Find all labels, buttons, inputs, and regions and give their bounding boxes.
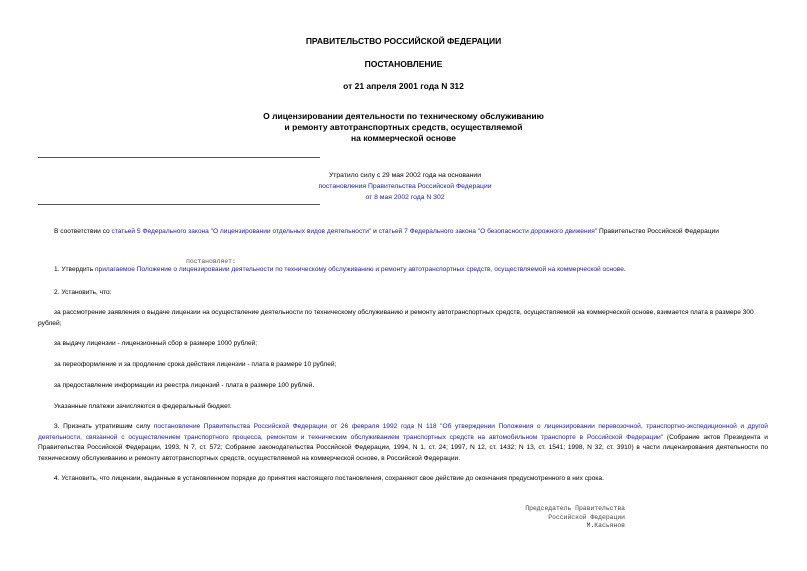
item-4: 4. Установить, что лицензии, выданные в установленном порядке до принятия настоящего постановления, сохраняют свое действие до окончания предусмотренного в них срока. [54, 475, 604, 482]
title-line: на коммерческой основе [351, 133, 456, 143]
preamble-text: В соответствии со [54, 228, 112, 235]
item-3 [38, 422, 768, 464]
title-line: О лицензировании деятельности по техническому обслуживанию [263, 111, 544, 121]
fee-application: за рассмотрение заявления о выдаче лицензии на осуществление деятельности по техническому обслуживанию и ремонту автотранспортных средств, осуществляемой на коммерческой основе, взимается плата в размере 300 рублей; [38, 309, 754, 327]
repeal-text: Утратило силу с 29 мая 2002 года на основании [328, 172, 482, 179]
fees-budget: Указанные платежи зачисляются в федеральный бюджет. [54, 403, 232, 410]
item-1-end: . [623, 266, 626, 273]
item-2: 2. Установить, что: [54, 289, 112, 296]
document-title [0, 111, 807, 144]
regulation-link[interactable]: прилагаемое Положение о лицензировании деятельности по техническому обслуживанию и ремонту автотранспортных средств, осуществляемой на коммерческой основе [94, 266, 624, 273]
top-divider [38, 157, 320, 158]
signature-block [470, 505, 625, 531]
item-1-text: 1. Утвердить [54, 266, 95, 273]
repeal-link-date[interactable]: от 8 мая 2002 года N 302 [365, 194, 445, 201]
preamble-text: и [371, 228, 379, 235]
decree-word: постановляет: [186, 258, 236, 265]
item-1 [38, 265, 768, 276]
document-date-number: от 21 апреля 2001 года N 312 [343, 81, 464, 91]
document-type: ПОСТАНОВЛЕНИЕ [364, 59, 443, 69]
signature-country: Российской Федерации [548, 513, 625, 521]
repealed-decree-link[interactable]: постановление Правительства Российской Федерации от 26 февраля 1992 года N 118 "Об утверждении Положения о лицензировании перевозочной, транспортно-экспедиционной и другой деятельности, связанной с осуществлением транспортного процесса, ремонтом и техническим обслуживанием транспортных средств на автомобильном транспорте в Российской Федерации" [38, 423, 768, 441]
item-3-text: 3. Признать утратившим силу [54, 423, 154, 430]
title-line: и ремонту автотранспортных средств, осуществляемой [284, 122, 523, 132]
law-link-road-safety[interactable]: статьей 7 Федерального закона "О безопасности дорожного движения" [378, 228, 598, 235]
fee-registry: за предоставление информации из реестра лицензий - плата в размере 100 рублей. [54, 382, 315, 389]
item-3-citation: (Собрание актов Президента и Правительства Российской Федерации, 1993, N 7, ст. 572; Собрание законодательства Российской Федерации, 1994, N 1, ст. 24; 1997, N 12, ст. 1432; N 13, ст. 1541; 1998, N 32, ст. 3910) в части лицензирования деятельности по техническому обслуживанию и ремонту автотранспортных средств, осуществляемой на коммерческой основе, в Российской Федерации. [38, 433, 768, 462]
government-heading: ПРАВИТЕЛЬСТВО РОССИЙСКОЙ ФЕДЕРАЦИИ [305, 36, 502, 46]
law-link-licensing[interactable]: статьей 5 Федерального закона "О лицензировании отдельных видов деятельности" [111, 228, 372, 235]
preamble-text: Правительство Российской Федерации [597, 228, 719, 235]
fee-reissue: за переоформление и за продление срока действия лицензии - плата в размере 10 рублей; [54, 361, 337, 368]
repeal-note [300, 170, 510, 203]
preamble [38, 227, 768, 238]
signature-name: М.Касьянов [586, 522, 625, 529]
bottom-divider [38, 204, 320, 205]
fee-issuance: за выдачу лицензии - лицензионный сбор в размере 1000 рублей; [54, 340, 258, 347]
repeal-link[interactable]: постановления Правительства Российской Федерации [318, 183, 492, 190]
signature-position: Председатель Правительства [525, 505, 625, 512]
